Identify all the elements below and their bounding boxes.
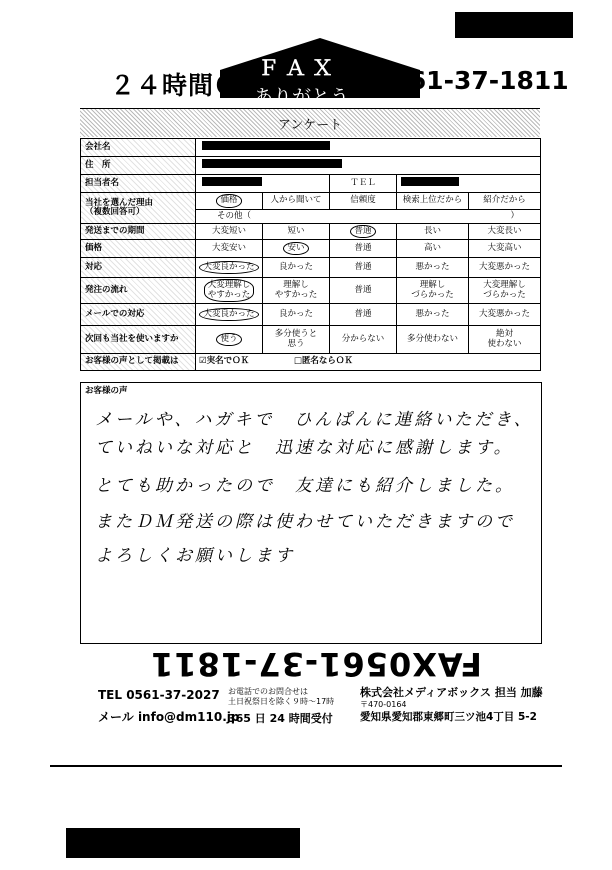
table-row: [81, 354, 541, 371]
option[interactable]: 普通: [330, 258, 397, 278]
selected-mark: 普通: [350, 225, 375, 238]
survey-table: [80, 138, 541, 371]
option[interactable]: 大変悪かった: [469, 304, 541, 326]
table-row: [81, 175, 541, 193]
option[interactable]: 長い: [397, 224, 469, 240]
option[interactable]: 分からない: [330, 326, 397, 354]
reason-option-price[interactable]: [196, 193, 263, 210]
option[interactable]: 普通: [330, 304, 397, 326]
option[interactable]: 大変悪かった: [469, 258, 541, 278]
tel-value[interactable]: [397, 175, 541, 193]
option[interactable]: [196, 278, 263, 304]
footer-hours-note-2: 土日祝祭日を除く９時〜17時: [228, 697, 335, 706]
option[interactable]: [196, 258, 263, 278]
address-value[interactable]: [196, 157, 541, 175]
hours-ok-text: ２４時間ＯＫ: [110, 71, 267, 100]
voice-line: ていねいな対応と 迅速な対応に感謝します。: [95, 438, 514, 458]
table-row: [81, 240, 541, 258]
footer-company: 株式会社メディアボックス 担当 加藤: [360, 686, 543, 699]
voice-line: とても助かったので 友達にも紹介しました。: [95, 476, 515, 496]
redaction-bottom-left: [66, 828, 300, 858]
fax-title: ＦＡＸ: [258, 56, 339, 80]
voice-label: お客様の声: [85, 386, 128, 396]
option[interactable]: [330, 224, 397, 240]
table-row: [81, 157, 541, 175]
contact-value[interactable]: [196, 175, 330, 193]
reason-other-close: ）: [510, 210, 520, 221]
option[interactable]: 高い: [397, 240, 469, 258]
row-label-order-flow: 発注の流れ: [81, 278, 196, 304]
selected-mark: 価格: [216, 194, 241, 207]
footer-hours-note-1: お電話でのお問合せは: [228, 687, 308, 696]
option[interactable]: 良かった: [263, 258, 330, 278]
table-row: [81, 304, 541, 326]
fax-number: 0561-37-1811: [374, 66, 569, 95]
option[interactable]: 良かった: [263, 304, 330, 326]
row-label-delivery: 発送までの期間: [81, 224, 196, 240]
option[interactable]: 理解し づらかった: [397, 278, 469, 304]
option[interactable]: [196, 304, 263, 326]
thanks-text: ありがとう: [254, 86, 350, 108]
option[interactable]: 絶対 使わない: [469, 326, 541, 354]
row-label-service: 対応: [81, 258, 196, 278]
publish-real-name-checkbox[interactable]: ☑実名でＯＫ: [199, 356, 250, 367]
option[interactable]: 短い: [263, 224, 330, 240]
contact-label: 担当者名: [81, 175, 196, 193]
option[interactable]: 大変長い: [469, 224, 541, 240]
mirrored-fax-number: FAX0561-37-1811: [150, 645, 482, 683]
footer-tel: TEL 0561-37-2027: [98, 688, 220, 702]
table-row: [81, 258, 541, 278]
footer-mail[interactable]: メール info@dm110.jp: [98, 710, 240, 724]
option[interactable]: 大変高い: [469, 240, 541, 258]
row-label-price: 価格: [81, 240, 196, 258]
survey-title: アンケート: [277, 118, 343, 133]
option[interactable]: 多分使うと 思う: [263, 326, 330, 354]
row-label-email: メールでの対応: [81, 304, 196, 326]
footer-hours: 365 日 24 時間受付: [228, 712, 333, 725]
table-row: [81, 326, 541, 354]
footer-postal: 〒470-0164: [360, 700, 407, 709]
reason-option-referral[interactable]: 人から聞いて: [263, 193, 330, 210]
option[interactable]: 普通: [330, 240, 397, 258]
selected-mark: 大変理解し やすかった: [204, 279, 255, 302]
company-value[interactable]: [196, 139, 541, 157]
reason-option-search[interactable]: 検索上位だから: [397, 193, 469, 210]
reason-other-open: その他（: [217, 210, 252, 221]
option[interactable]: 大変安い: [196, 240, 263, 258]
footer-address: 愛知県愛知郡東郷町三ツ池4丁目 5-2: [360, 711, 537, 723]
tel-label: ＴＥＬ: [330, 175, 397, 193]
selected-mark: 大変良かった: [199, 308, 258, 321]
table-row: [81, 193, 541, 210]
option[interactable]: 悪かった: [397, 304, 469, 326]
table-row: [81, 224, 541, 240]
reason-option-introduction[interactable]: 紹介だから: [469, 193, 541, 210]
option[interactable]: [263, 240, 330, 258]
redaction-top-right: [455, 12, 573, 38]
customer-voice-box[interactable]: [80, 382, 542, 644]
reason-other[interactable]: [196, 210, 541, 224]
publish-options: [196, 354, 541, 371]
option[interactable]: 悪かった: [397, 258, 469, 278]
voice-line: またＤＭ発送の際は使わせていただきますので: [95, 512, 515, 532]
survey-band: [80, 108, 540, 137]
option[interactable]: 理解し やすかった: [263, 278, 330, 304]
company-label: 会社名: [81, 139, 196, 157]
option[interactable]: 多分使わない: [397, 326, 469, 354]
option[interactable]: 普通: [330, 278, 397, 304]
reason-label: 当社を選んだ理由 （複数回答可）: [81, 193, 196, 224]
reason-option-trust[interactable]: 信頼度: [330, 193, 397, 210]
option[interactable]: 大変短い: [196, 224, 263, 240]
address-label: 住 所: [81, 157, 196, 175]
divider-line: [50, 765, 562, 767]
selected-mark: 安い: [283, 242, 308, 255]
publish-label: お客様の声として掲載は: [81, 354, 196, 371]
table-row: [81, 139, 541, 157]
selected-mark: 使う: [216, 333, 241, 346]
row-label-next-time: 次回も当社を使いますか: [81, 326, 196, 354]
voice-line: よろしくお願いします: [95, 546, 295, 566]
publish-anonymous-checkbox[interactable]: □匿名ならＯＫ: [293, 356, 353, 367]
option[interactable]: 大変理解し づらかった: [469, 278, 541, 304]
table-row: [81, 278, 541, 304]
option[interactable]: [196, 326, 263, 354]
voice-line: メールや、ハガキで ひんぱんに連絡いただき、: [95, 410, 534, 430]
selected-mark: 大変良かった: [199, 261, 258, 274]
